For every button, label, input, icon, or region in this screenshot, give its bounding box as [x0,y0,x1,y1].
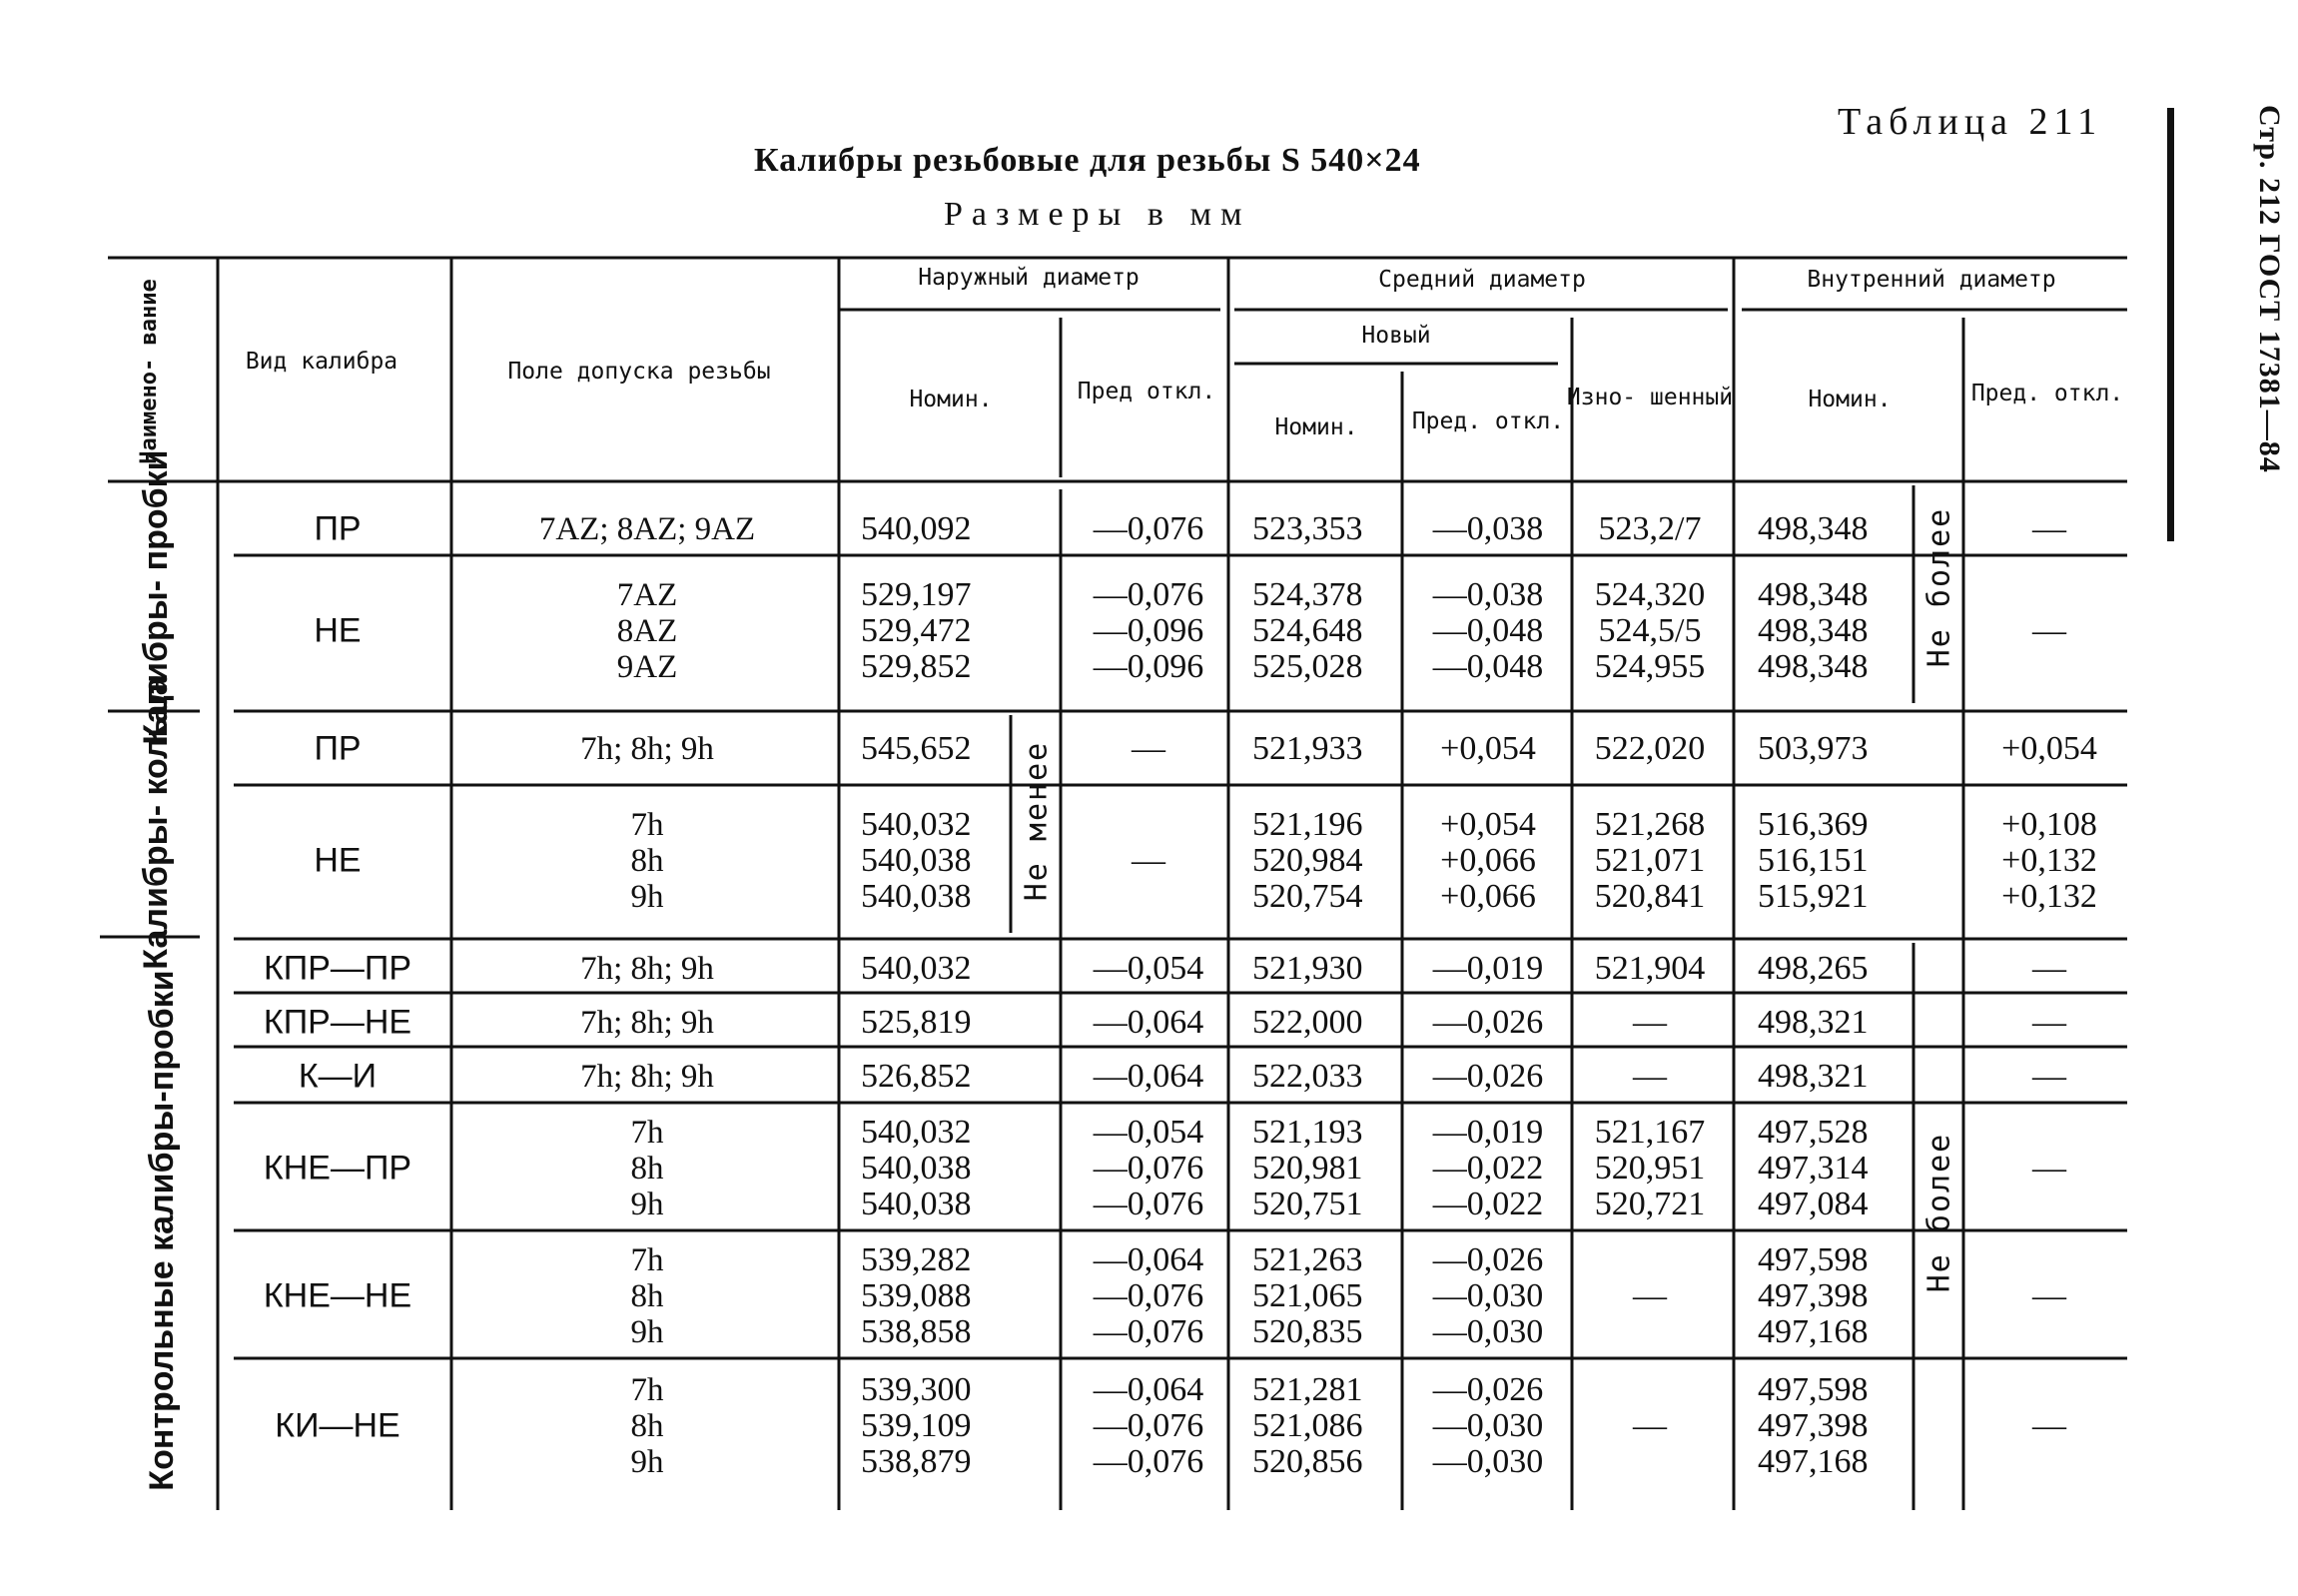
cell-mid-dev: —0,026 —0,030 —0,030 [1432,1241,1544,1350]
cell-inner-dev: — [2032,510,2066,547]
note-not-more-2: Не более [1921,1132,1957,1293]
cell-inner-nom: 503,973 [1758,730,1869,767]
cell-mid-nom: 522,000 [1252,1004,1363,1041]
cell-worn: 521,904 [1594,950,1706,987]
cell-worn: — [1633,1058,1667,1095]
cell-worn: 524,320 524,5/5 524,955 [1594,576,1706,685]
cell-kind: КНЕ—ПР [263,1149,412,1188]
group-control-plugs: Контрольные калибры-пробки [143,970,181,1491]
cell-outer-nom: 529,197 529,472 529,852 [861,576,972,685]
cell-inner-dev: — [2032,1004,2066,1041]
cell-inner-dev: — [2032,1150,2066,1187]
cell-kind: ПР [314,729,362,768]
cell-mid-dev: +0,054 +0,066 +0,066 [1440,806,1536,915]
cell-mid-dev: —0,026 [1432,1058,1544,1095]
cell-outer-dev: —0,054 —0,076 —0,076 [1093,1114,1204,1222]
cell-mid-dev: —0,038 —0,048 —0,048 [1432,576,1544,685]
cell-mid-nom: 522,033 [1252,1058,1363,1095]
cell-worn: 522,020 [1594,730,1706,767]
cell-field: 7AZ; 8AZ; 9AZ [538,511,756,547]
cell-inner-nom: 498,265 [1758,950,1869,987]
cell-outer-dev: — [1132,842,1165,879]
cell-outer-dev: —0,076 [1093,510,1204,547]
cell-mid-nom: 524,378 524,648 525,028 [1252,576,1363,685]
header-inner-dev: Пред. откл. [1970,381,2124,406]
cell-outer-dev: —0,076 —0,096 —0,096 [1093,576,1204,685]
header-field: Поле допуска резьбы [507,359,771,385]
cell-field: 7AZ 8AZ 9AZ [616,577,678,685]
header-new: Новый [1361,323,1431,349]
cell-outer-nom: 525,819 [861,1004,972,1041]
cell-inner-nom: 498,321 [1758,1004,1869,1041]
cell-inner-nom: 497,528 497,314 497,084 [1758,1114,1869,1222]
cell-inner-dev: — [2032,950,2066,987]
cell-inner-nom: 498,348 498,348 498,348 [1758,576,1869,685]
table-title: Калибры резьбовые для резьбы S 540×24 [754,142,1421,179]
cell-kind: НЕ [314,841,362,880]
cell-field: 7h 8h 9h [630,1372,664,1480]
cell-worn: — [1633,1407,1667,1444]
cell-kind: КПР—ПР [263,949,412,988]
header-inner-diameter: Внутренний диаметр [1807,267,2056,293]
cell-mid-dev: —0,026 [1432,1004,1544,1041]
header-outer-nom: Номин. [909,387,993,412]
header-kind: Вид калибра [245,349,398,375]
cell-mid-nom: 523,353 [1252,510,1363,547]
cell-mid-dev: —0,038 [1432,510,1544,547]
cell-outer-dev: —0,064 —0,076 —0,076 [1093,1241,1204,1350]
cell-outer-nom: 540,032 540,038 540,038 [861,1114,972,1222]
cell-mid-dev: +0,054 [1440,730,1536,767]
header-name: Наимено- вание [137,279,162,464]
note-not-less: Не менее [1019,740,1055,902]
note-not-more-1: Не более [1921,506,1957,668]
page-side-header: Стр. 212 ГОСТ 17381—84 [2253,105,2286,473]
cell-inner-dev: +0,054 [2001,730,2097,767]
cell-mid-nom: 521,193 520,981 520,751 [1252,1114,1363,1222]
cell-outer-nom: 540,032 540,038 540,038 [861,806,972,915]
cell-mid-dev: —0,026 —0,030 —0,030 [1432,1371,1544,1480]
cell-worn: — [1633,1277,1667,1314]
cell-kind: КПР—НЕ [263,1003,412,1042]
header-mid-dev: Пред. откл. [1411,408,1565,434]
cell-kind: КНЕ—НЕ [263,1276,412,1315]
cell-field: 7h; 8h; 9h [580,731,714,767]
cell-mid-nom: 521,930 [1252,950,1363,987]
cell-kind: К—И [298,1057,378,1096]
cell-worn: 521,167 520,951 520,721 [1594,1114,1706,1222]
cell-kind: КИ—НЕ [275,1406,400,1445]
cell-worn: 523,2/7 [1598,510,1702,547]
cell-outer-nom: 526,852 [861,1058,972,1095]
cell-mid-nom: 521,263 521,065 520,835 [1252,1241,1363,1350]
cell-outer-dev: —0,064 —0,076 —0,076 [1093,1371,1204,1480]
header-inner-nom: Номин. [1808,387,1892,412]
cell-outer-dev: — [1132,730,1165,767]
cell-inner-dev: +0,108 +0,132 +0,132 [2001,806,2097,915]
cell-outer-nom: 540,092 [861,510,972,547]
cell-outer-nom: 539,282 539,088 538,858 [861,1241,972,1350]
cell-outer-dev: —0,064 [1093,1058,1204,1095]
cell-inner-dev: — [2032,1277,2066,1314]
cell-inner-nom: 498,348 [1758,510,1869,547]
cell-mid-dev: —0,019 [1432,950,1544,987]
group-rings: Калибры- кольца [137,676,175,970]
cell-outer-dev: —0,064 [1093,1004,1204,1041]
cell-mid-nom: 521,933 [1252,730,1363,767]
header-mid-diameter: Средний диаметр [1378,267,1586,293]
cell-inner-dev: — [2032,1058,2066,1095]
cell-field: 7h; 8h; 9h [580,951,714,987]
table-number: Таблица 211 [1838,101,2103,143]
group-plugs: Калибры- пробки [137,449,175,745]
cell-outer-nom: 540,032 [861,950,972,987]
cell-outer-nom: 545,652 [861,730,972,767]
header-worn: Изно- шенный [1566,385,1734,410]
cell-inner-nom: 497,598 497,398 497,168 [1758,1241,1869,1350]
cell-field: 7h; 8h; 9h [580,1005,714,1041]
units-caption: Размеры в мм [944,196,1251,233]
cell-inner-nom: 498,321 [1758,1058,1869,1095]
cell-inner-dev: — [2032,612,2066,649]
cell-outer-dev: —0,054 [1093,950,1204,987]
cell-inner-nom: 516,369 516,151 515,921 [1758,806,1869,915]
cell-field: 7h 8h 9h [630,807,664,915]
cell-inner-nom: 497,598 497,398 497,168 [1758,1371,1869,1480]
header-outer-dev: Пред откл. [1077,379,1216,404]
cell-mid-nom: 521,281 521,086 520,856 [1252,1371,1363,1480]
cell-worn: 521,268 521,071 520,841 [1594,806,1706,915]
header-outer-diameter: Наружный диаметр [918,265,1140,291]
cell-mid-dev: —0,019 —0,022 —0,022 [1432,1114,1544,1222]
cell-field: 7h 8h 9h [630,1115,664,1222]
cell-kind: ПР [314,509,362,548]
cell-field: 7h; 8h; 9h [580,1059,714,1095]
cell-mid-nom: 521,196 520,984 520,754 [1252,806,1363,915]
header-mid-nom: Номин. [1274,414,1358,440]
cell-outer-nom: 539,300 539,109 538,879 [861,1371,972,1480]
cell-kind: НЕ [314,611,362,650]
cell-worn: — [1633,1004,1667,1041]
cell-field: 7h 8h 9h [630,1242,664,1350]
cell-inner-dev: — [2032,1407,2066,1444]
